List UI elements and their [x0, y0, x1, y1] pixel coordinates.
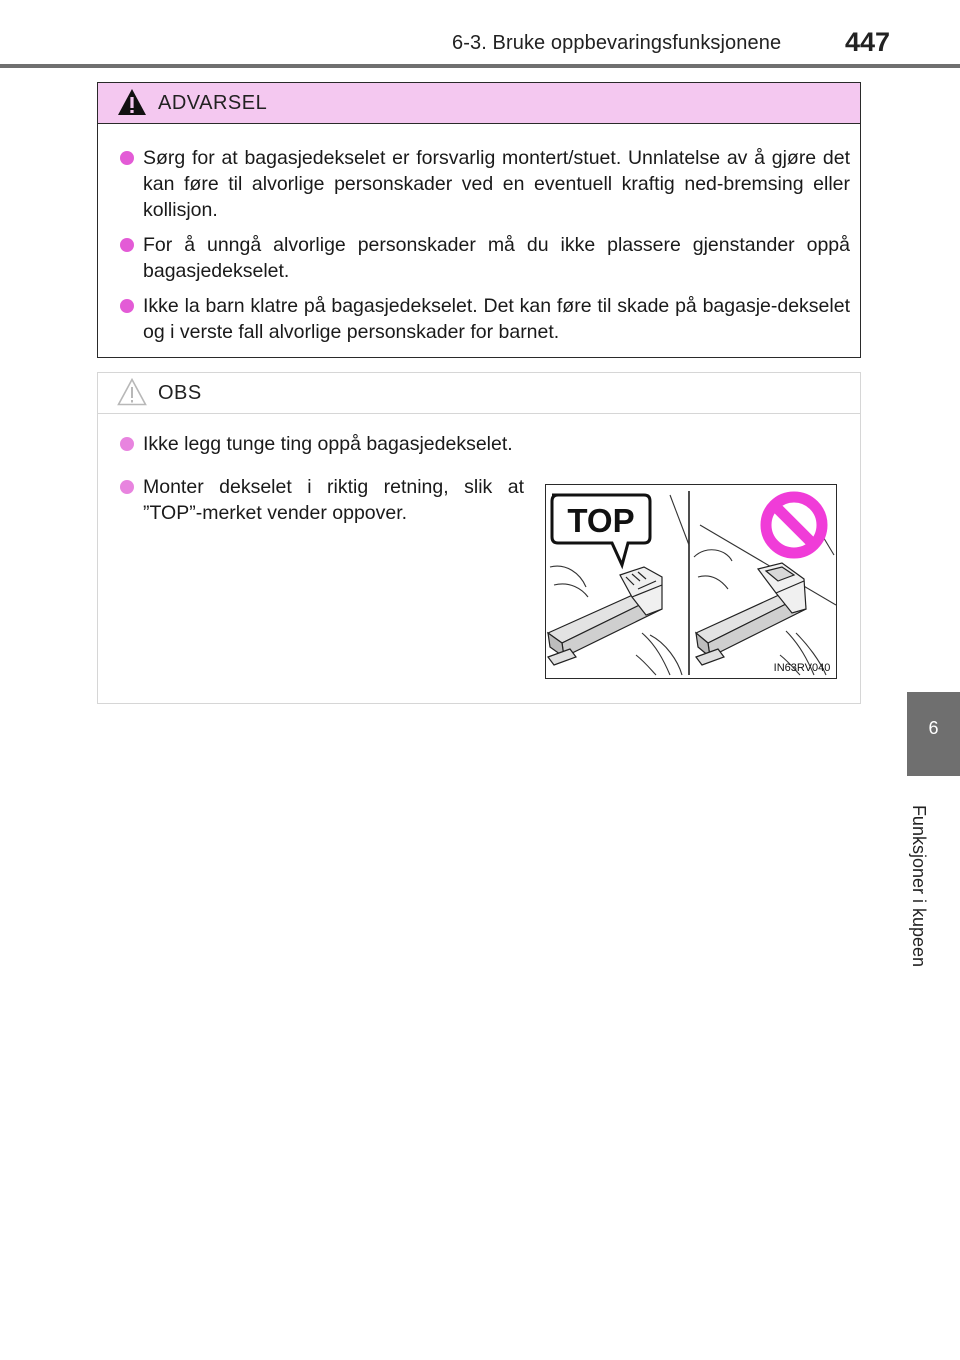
- chapter-tab[interactable]: [907, 692, 960, 776]
- warning-header: [98, 83, 860, 124]
- caution-list-top: [118, 431, 850, 466]
- warning-box: [97, 82, 861, 358]
- warning-item-text: Sørg for at bagasjedekselet er forsvarlig montert/stuet. Unnlatelse av å gjøre det kan føre til alvorlige personskader ved en eventuell kraftig ned-bremsing eller kollisjon.: [143, 147, 850, 221]
- caution-item-text: Ikke legg tunge ting oppå bagasjedekselet.: [143, 433, 513, 455]
- warning-item-text: Ikke la barn klatre på bagasjedekselet. Det kan føre til skade på bagasje-dekselet og i verste fall alvorlige personskader for barnet.: [143, 295, 850, 343]
- caution-triangle-outline-icon: [116, 377, 148, 407]
- caution-item-text: Monter dekselet i riktig retning, slik at ”TOP”-merket vender oppover.: [143, 476, 524, 524]
- warning-triangle-filled-icon: [116, 87, 148, 117]
- bullet-icon: [120, 238, 134, 252]
- caution-header: [98, 373, 860, 414]
- chapter-title-vertical: [867, 804, 929, 1086]
- caution-box: [97, 372, 861, 704]
- tonneau-cover-diagram: [546, 485, 836, 677]
- tonneau-cover-illustration: [545, 484, 837, 679]
- warning-list: [118, 145, 850, 354]
- warning-item-text: For å unngå alvorlige personskader må du ikke plassere gjenstander oppå bagasjedekselet.: [143, 234, 850, 282]
- bullet-icon: [120, 437, 134, 451]
- chapter-title: Funksjoner i kupeen: [909, 804, 929, 968]
- figure-code: IN63RV040: [773, 662, 831, 674]
- list-item: [118, 431, 850, 457]
- prohibited-sign-icon: [766, 497, 822, 553]
- section-title: 6-3. Bruke oppbevaringsfunksjonene: [452, 32, 782, 54]
- caution-title: OBS: [158, 382, 202, 404]
- caution-list-bottom: [118, 474, 524, 535]
- page-number: 447: [845, 27, 891, 57]
- bullet-icon: [120, 299, 134, 313]
- warning-title: ADVARSEL: [158, 92, 268, 114]
- list-item: [118, 293, 850, 345]
- list-item: [118, 474, 524, 526]
- header-rule: [0, 64, 960, 68]
- list-item: [118, 232, 850, 284]
- bullet-icon: [120, 151, 134, 165]
- bullet-icon: [120, 480, 134, 494]
- list-item: [118, 145, 850, 223]
- top-callout-text: TOP: [567, 502, 635, 539]
- chapter-number: 6: [928, 718, 939, 738]
